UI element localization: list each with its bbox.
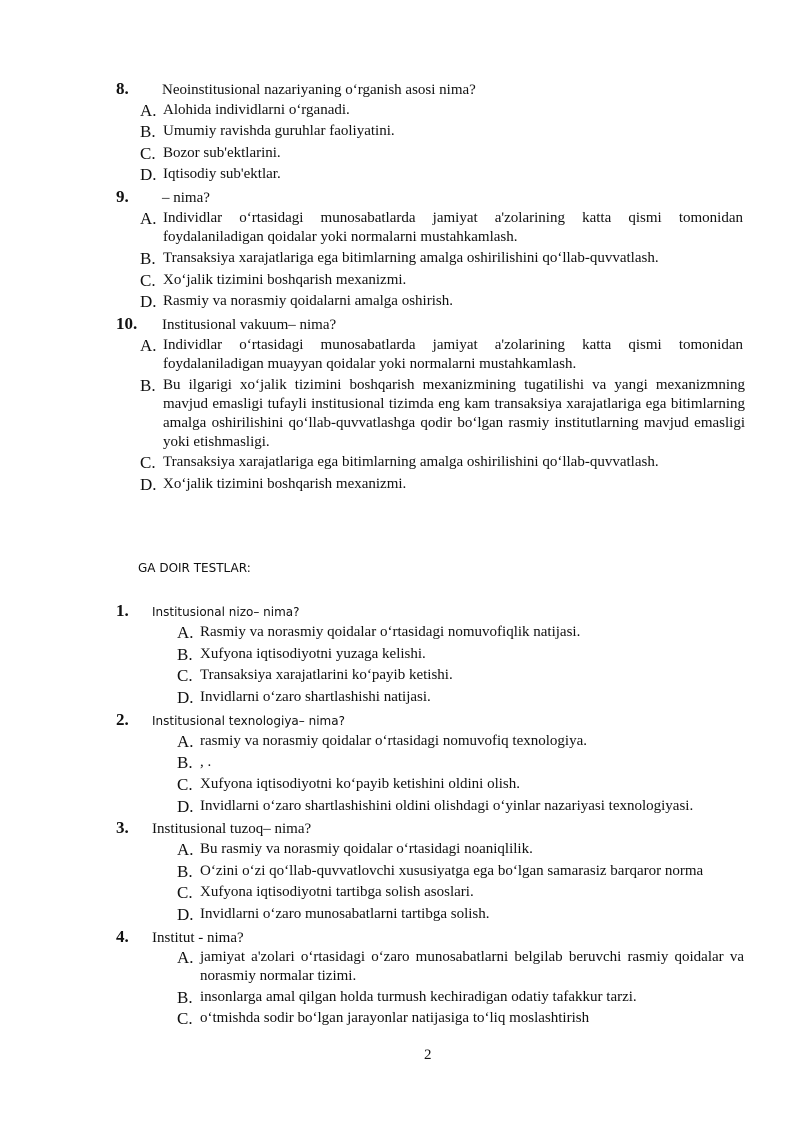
option-letter: A. bbox=[177, 948, 194, 967]
question-number: 10. bbox=[116, 314, 138, 333]
question-number: 1. bbox=[116, 601, 129, 620]
option-letter: A. bbox=[177, 840, 194, 859]
option-9a bbox=[140, 209, 743, 247]
option-10b bbox=[140, 376, 745, 452]
option-text: Alohida individlarni o‘rganadi. bbox=[163, 102, 350, 118]
option-text: Transaksiya xarajatlariga ega bitimlarning amalga oshirilishini qo‘llab-quvvatlash. bbox=[163, 250, 659, 266]
option-9c bbox=[140, 271, 745, 290]
option-letter: B. bbox=[177, 645, 193, 664]
option-text: jamiyat a'zolari o‘rtasidagi o‘zaro munosabatlarni belgilab beruvchi rasmiy qoidalar va norasmiy normalar tizimi. bbox=[200, 949, 744, 984]
option-text: Xo‘jalik tizimini boshqarish mexanizmi. bbox=[163, 476, 407, 492]
option-text: Bu rasmiy va norasmiy qoidalar o‘rtasidagi noaniqlilik. bbox=[200, 841, 533, 857]
option-8d bbox=[140, 165, 745, 184]
option-text: Xo‘jalik tizimini boshqarish mexanizmi. bbox=[163, 272, 407, 288]
option-text: Xufyona iqtisodiyotni yuzaga kelishi. bbox=[200, 646, 426, 662]
option-letter: A. bbox=[140, 336, 157, 355]
option-letter: B. bbox=[140, 249, 156, 268]
option-letter: C. bbox=[177, 1009, 193, 1028]
question-4 bbox=[116, 927, 244, 947]
option-3b bbox=[177, 862, 757, 881]
option-text: rasmiy va norasmiy qoidalar o‘rtasidagi nomuvofiq texnologiya. bbox=[200, 733, 587, 749]
option-text: Transaksiya xarajatlariga ega bitimlarning amalga oshirilishini qo‘llab-quvvatlash. bbox=[163, 454, 659, 470]
section-title: GA DOIR TESTLAR: bbox=[138, 561, 251, 575]
option-text: Transaksiya xarajatlarini ko‘payib ketishi. bbox=[200, 667, 453, 683]
option-text: Invidlarni o‘zaro shartlashishi natijasi. bbox=[200, 689, 431, 705]
option-1d bbox=[177, 688, 747, 707]
question-text: – nima? bbox=[162, 190, 210, 206]
option-text: Individlar o‘rtasidagi munosabatlarda jamiyat a'zolarining katta qismi tomonidan foydalaniladigan muayyan qoidalar yoki normalarni mustahkamlash. bbox=[163, 337, 743, 372]
option-3d bbox=[177, 905, 747, 924]
option-letter: D. bbox=[177, 797, 194, 816]
option-2c bbox=[177, 775, 747, 794]
option-8c bbox=[140, 144, 745, 163]
option-letter: A. bbox=[177, 732, 194, 751]
question-text: Institusional texnologiya– nima? bbox=[152, 714, 345, 728]
option-letter: C. bbox=[177, 666, 193, 685]
option-text: Xufyona iqtisodiyotni ko‘payib ketishini oldini olish. bbox=[200, 776, 520, 792]
option-4c bbox=[177, 1009, 747, 1028]
question-text: Institusional vakuum– nima? bbox=[162, 317, 337, 333]
option-letter: D. bbox=[140, 165, 157, 184]
question-9 bbox=[116, 187, 210, 207]
option-text: Individlar o‘rtasidagi munosabatlarda jamiyat a'zolarining katta qismi tomonidan foydalaniladigan qoidalar yoki normalarni mustahkamlash. bbox=[163, 210, 743, 245]
option-text: Invidlarni o‘zaro shartlashishini oldini olishdagi o‘yinlar nazariyasi texnologiyasi. bbox=[200, 798, 694, 814]
option-8a bbox=[140, 101, 745, 120]
option-letter: C. bbox=[140, 144, 156, 163]
option-text: Iqtisodiy sub'ektlar. bbox=[163, 166, 281, 182]
question-1 bbox=[116, 601, 300, 621]
option-letter: B. bbox=[177, 753, 193, 772]
option-letter: B. bbox=[177, 862, 193, 881]
option-3a bbox=[177, 840, 747, 859]
option-10d bbox=[140, 475, 745, 494]
option-10c bbox=[140, 453, 745, 472]
question-3 bbox=[116, 818, 311, 838]
option-2a bbox=[177, 732, 747, 751]
option-letter: D. bbox=[177, 688, 194, 707]
question-2 bbox=[116, 710, 345, 730]
option-2d bbox=[177, 797, 757, 816]
question-8 bbox=[116, 79, 476, 99]
question-number: 2. bbox=[116, 710, 129, 729]
option-9b bbox=[140, 249, 745, 268]
option-letter: A. bbox=[177, 623, 194, 642]
question-text: Institusional nizo– nima? bbox=[152, 605, 300, 619]
option-9d bbox=[140, 292, 745, 311]
option-2b bbox=[177, 753, 747, 772]
question-number: 3. bbox=[116, 818, 129, 837]
option-1c bbox=[177, 666, 747, 685]
option-letter: B. bbox=[140, 122, 156, 141]
option-8b bbox=[140, 122, 745, 141]
option-text: , . bbox=[200, 754, 212, 770]
option-letter: C. bbox=[140, 271, 156, 290]
question-number: 9. bbox=[116, 187, 129, 206]
question-text: Institut - nima? bbox=[152, 930, 244, 946]
option-1a bbox=[177, 623, 747, 642]
option-letter: A. bbox=[140, 101, 157, 120]
page-number: 2 bbox=[424, 1047, 432, 1063]
option-letter: B. bbox=[140, 376, 156, 395]
question-text: Institusional tuzoq– nima? bbox=[152, 821, 312, 837]
question-number: 4. bbox=[116, 927, 129, 946]
question-10 bbox=[116, 314, 336, 334]
option-letter: D. bbox=[177, 905, 194, 924]
option-text: Xufyona iqtisodiyotni tartibga solish asoslari. bbox=[200, 884, 474, 900]
option-letter: C. bbox=[177, 883, 193, 902]
option-letter: D. bbox=[140, 292, 157, 311]
question-text: Neoinstitusional nazariyaning o‘rganish asosi nima? bbox=[162, 82, 476, 98]
option-letter: C. bbox=[140, 453, 156, 472]
option-letter: C. bbox=[177, 775, 193, 794]
option-text: Umumiy ravishda guruhlar faoliyatini. bbox=[163, 123, 395, 139]
option-4a bbox=[177, 948, 744, 986]
option-text: O‘zini o‘zi qo‘llab-quvvatlovchi xususiyatga ega bo‘lgan samarasiz barqaror norma bbox=[200, 863, 704, 879]
option-text: o‘tmishda sodir bo‘lgan jarayonlar natijasiga to‘liq moslashtirish bbox=[200, 1010, 590, 1026]
option-letter: D. bbox=[140, 475, 157, 494]
option-10a bbox=[140, 336, 743, 374]
option-text: insonlarga amal qilgan holda turmush kechiradigan odatiy tafakkur tarzi. bbox=[200, 989, 637, 1005]
option-letter: B. bbox=[177, 988, 193, 1007]
option-1b bbox=[177, 645, 747, 664]
option-text: Rasmiy va norasmiy qoidalarni amalga oshirish. bbox=[163, 293, 453, 309]
option-text: Bozor sub'ektlarini. bbox=[163, 145, 281, 161]
option-3c bbox=[177, 883, 747, 902]
option-letter: A. bbox=[140, 209, 157, 228]
question-number: 8. bbox=[116, 79, 129, 98]
option-4b bbox=[177, 988, 747, 1007]
option-text: Rasmiy va norasmiy qoidalar o‘rtasidagi nomuvofiqlik natijasi. bbox=[200, 624, 581, 640]
option-text: Invidlarni o‘zaro munosabatlarni tartibga solish. bbox=[200, 906, 490, 922]
option-text: Bu ilgarigi xo‘jalik tizimini boshqarish mexanizmining tugatilishi va yangi mexanizmning mavjud emasligi tufayli institusional tizimda eng kam transaksiya xarajatlariga ega bitimlarning amalga oshirilishini qo‘llab-quvvatlashga qodir bo‘lgan rasmiy institutlarning mavjud emasligi yoki etishmasligi. bbox=[163, 377, 745, 450]
